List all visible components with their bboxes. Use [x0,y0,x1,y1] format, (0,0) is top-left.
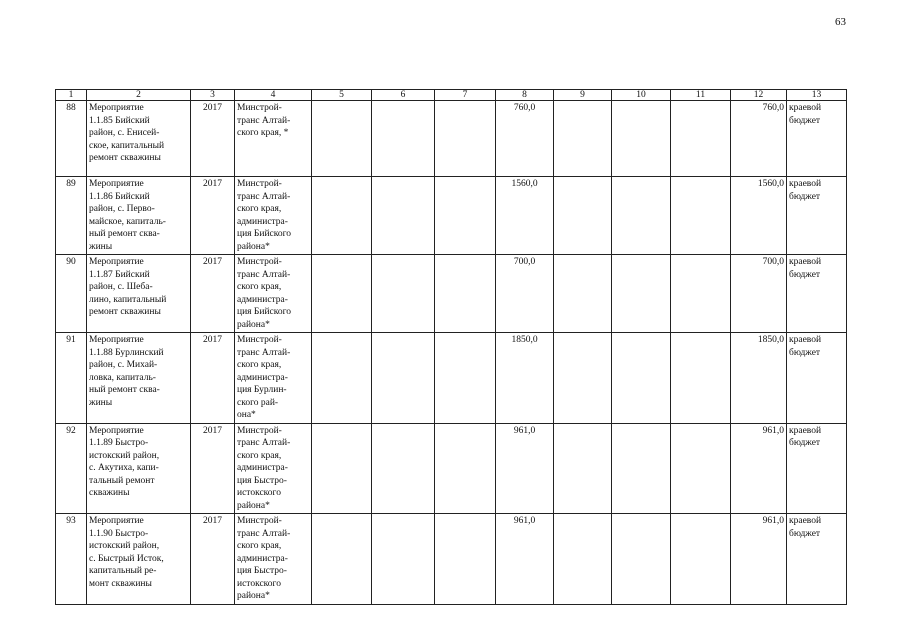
total-amount-cell: 1850,0 [731,333,787,424]
cell-line: ция Быстро- [237,475,287,486]
executor-cell [235,177,312,255]
column-header: 3 [191,90,235,101]
column-header: 8 [496,90,554,101]
col10-cell [612,255,671,333]
col10-cell [612,423,671,514]
cell-line: ского края, [237,450,282,461]
total-amount-cell: 700,0 [731,255,787,333]
cell-line: Мероприятие [89,257,144,267]
cell-line: район, с. Енисей- [89,128,160,138]
column-header: 12 [731,90,787,101]
cell-line: бюджет [789,269,821,280]
column-number-row [56,90,847,101]
cell-line: Минстрой- [237,335,282,345]
cell-line: тальный ремонт [89,475,155,486]
amount-2017-cell: 1850,0 [496,333,554,424]
col9-cell [554,177,612,255]
row-number-cell: 93 [56,514,87,605]
col6-cell [372,514,435,605]
cell-line: жины [89,397,113,408]
cell-line: 1.1.88 Бурлинский [89,347,164,358]
col6-cell [372,101,435,177]
col9-cell [554,514,612,605]
table-body [56,101,847,605]
col5-cell [312,101,372,177]
total-amount-cell: 961,0 [731,423,787,514]
cell-line: Минстрой- [237,179,282,189]
col11-cell [671,423,731,514]
cell-line: ского края, [237,204,282,214]
cell-line: ское, капитальный [89,140,165,151]
executor-cell [235,514,312,605]
col10-cell [612,177,671,255]
cell-line: Минстрой- [237,425,282,436]
amount-2017-cell: 1560,0 [496,177,554,255]
activity-cell [87,177,191,255]
col11-cell [671,333,731,424]
page-number: 63 [835,16,846,28]
col11-cell [671,255,731,333]
cell-line: администра- [237,463,288,473]
cell-line: район, с. Михай- [89,360,158,370]
col7-cell [435,101,496,177]
cell-line: бюджет [789,347,821,358]
cell-line: она* [237,410,256,420]
cell-line: ция Бурлин- [237,385,287,395]
column-header: 13 [787,90,847,101]
table-row [56,177,847,255]
col6-cell [372,177,435,255]
col10-cell [612,101,671,177]
cell-line: района* [237,241,270,252]
column-header: 1 [56,90,87,101]
executor-cell [235,255,312,333]
col9-cell [554,333,612,424]
table-row [56,514,847,605]
col5-cell [312,514,372,605]
program-table [55,89,847,605]
col6-cell [372,333,435,424]
table-row [56,333,847,424]
amount-2017-cell: 760,0 [496,101,554,177]
col6-cell [372,255,435,333]
cell-line: ный ремонт сква- [89,385,160,395]
funding-source-cell [787,514,847,605]
cell-line: монт скважины [89,578,152,589]
funding-source-cell [787,255,847,333]
col9-cell [554,101,612,177]
cell-line: истокского [237,488,281,498]
cell-line: ского края, [237,360,282,370]
cell-line: бюджет [789,191,821,202]
row-number-cell: 89 [56,177,87,255]
cell-line: истокский район, [89,450,160,461]
col7-cell [435,255,496,333]
year-cell: 2017 [191,514,235,605]
column-header: 2 [87,90,191,101]
funding-source-cell [787,101,847,177]
year-cell: 2017 [191,333,235,424]
cell-line: Мероприятие [89,179,144,189]
cell-line: транс Алтай- [237,528,291,539]
year-cell: 2017 [191,177,235,255]
cell-line: капитальный ре- [89,566,157,576]
amount-2017-cell: 961,0 [496,514,554,605]
cell-line: ского края, [237,541,282,551]
col5-cell [312,255,372,333]
cell-line: Мероприятие [89,335,144,345]
col5-cell [312,423,372,514]
table-row [56,423,847,514]
cell-line: ция Бийского [237,229,292,239]
funding-source-cell [787,423,847,514]
cell-line: транс Алтай- [237,191,291,202]
total-amount-cell: 961,0 [731,514,787,605]
year-cell: 2017 [191,423,235,514]
year-cell: 2017 [191,255,235,333]
cell-line: район, с. Шеба- [89,282,153,292]
cell-line: жины [89,241,113,252]
cell-line: истокского [237,578,281,589]
activity-cell [87,255,191,333]
row-number-cell: 90 [56,255,87,333]
cell-line: Мероприятие [89,103,144,113]
col10-cell [612,333,671,424]
table-row [56,101,847,177]
amount-2017-cell: 961,0 [496,423,554,514]
cell-line: транс Алтай- [237,438,291,448]
column-header: 5 [312,90,372,101]
cell-line: ловка, капиталь- [89,372,156,383]
cell-line: ского края, [237,282,282,292]
cell-line: администра- [237,372,288,383]
cell-line: транс Алтай- [237,347,291,358]
cell-line: истокский район, [89,541,160,551]
cell-line: краевой [789,425,822,436]
cell-line: транс Алтай- [237,115,291,126]
executor-cell [235,423,312,514]
cell-line: транс Алтай- [237,269,291,280]
cell-line: ремонт скважины [89,153,161,163]
col6-cell [372,423,435,514]
cell-line: Мероприятие [89,516,144,526]
row-number-cell: 91 [56,333,87,424]
funding-source-cell [787,177,847,255]
cell-line: лино, капитальный [89,294,167,305]
cell-line: 1.1.85 Бийский [89,115,150,126]
cell-line: ского рай- [237,397,279,408]
cell-line: района* [237,319,270,330]
cell-line: бюджет [789,528,821,539]
cell-line: администра- [237,216,288,227]
executor-cell [235,101,312,177]
cell-line: майское, капиталь- [89,216,166,227]
col5-cell [312,333,372,424]
activity-cell [87,423,191,514]
col7-cell [435,514,496,605]
cell-line: краевой [789,257,822,267]
table-row [56,255,847,333]
cell-line: бюджет [789,438,821,448]
cell-line: краевой [789,335,822,345]
col7-cell [435,333,496,424]
column-header: 10 [612,90,671,101]
cell-line: с. Быстрый Исток, [89,553,164,564]
executor-cell [235,333,312,424]
cell-line: район, с. Перво- [89,204,155,214]
cell-line: Минстрой- [237,103,282,113]
cell-line: бюджет [789,115,821,126]
column-header: 7 [435,90,496,101]
amount-2017-cell: 700,0 [496,255,554,333]
col5-cell [312,177,372,255]
cell-line: ского края, * [237,128,289,138]
cell-line: краевой [789,179,822,189]
cell-line: района* [237,500,270,511]
cell-line: администра- [237,294,288,305]
col7-cell [435,177,496,255]
cell-line: ный ремонт сква- [89,229,160,239]
column-header: 6 [372,90,435,101]
cell-line: Минстрой- [237,257,282,267]
cell-line: администра- [237,553,288,564]
cell-line: района* [237,591,270,601]
row-number-cell: 88 [56,101,87,177]
cell-line: с. Акутиха, капи- [89,463,159,473]
col11-cell [671,101,731,177]
funding-source-cell [787,333,847,424]
year-cell: 2017 [191,101,235,177]
total-amount-cell: 1560,0 [731,177,787,255]
activity-cell [87,333,191,424]
column-header: 11 [671,90,731,101]
cell-line: краевой [789,103,822,113]
cell-line: Мероприятие [89,425,144,436]
cell-line: 1.1.87 Бийский [89,269,150,280]
cell-line: ремонт скважины [89,307,161,317]
col9-cell [554,423,612,514]
column-header: 4 [235,90,312,101]
col11-cell [671,177,731,255]
activity-cell [87,514,191,605]
cell-line: 1.1.89 Быстро- [89,438,149,448]
total-amount-cell: 760,0 [731,101,787,177]
col11-cell [671,514,731,605]
col7-cell [435,423,496,514]
column-header: 9 [554,90,612,101]
cell-line: ция Быстро- [237,566,287,576]
cell-line: краевой [789,516,822,526]
cell-line: 1.1.90 Быстро- [89,528,149,539]
cell-line: ция Бийского [237,307,292,317]
activity-cell [87,101,191,177]
row-number-cell: 92 [56,423,87,514]
col10-cell [612,514,671,605]
col9-cell [554,255,612,333]
cell-line: Минстрой- [237,516,282,526]
cell-line: скважины [89,488,130,498]
cell-line: 1.1.86 Бийский [89,191,150,202]
